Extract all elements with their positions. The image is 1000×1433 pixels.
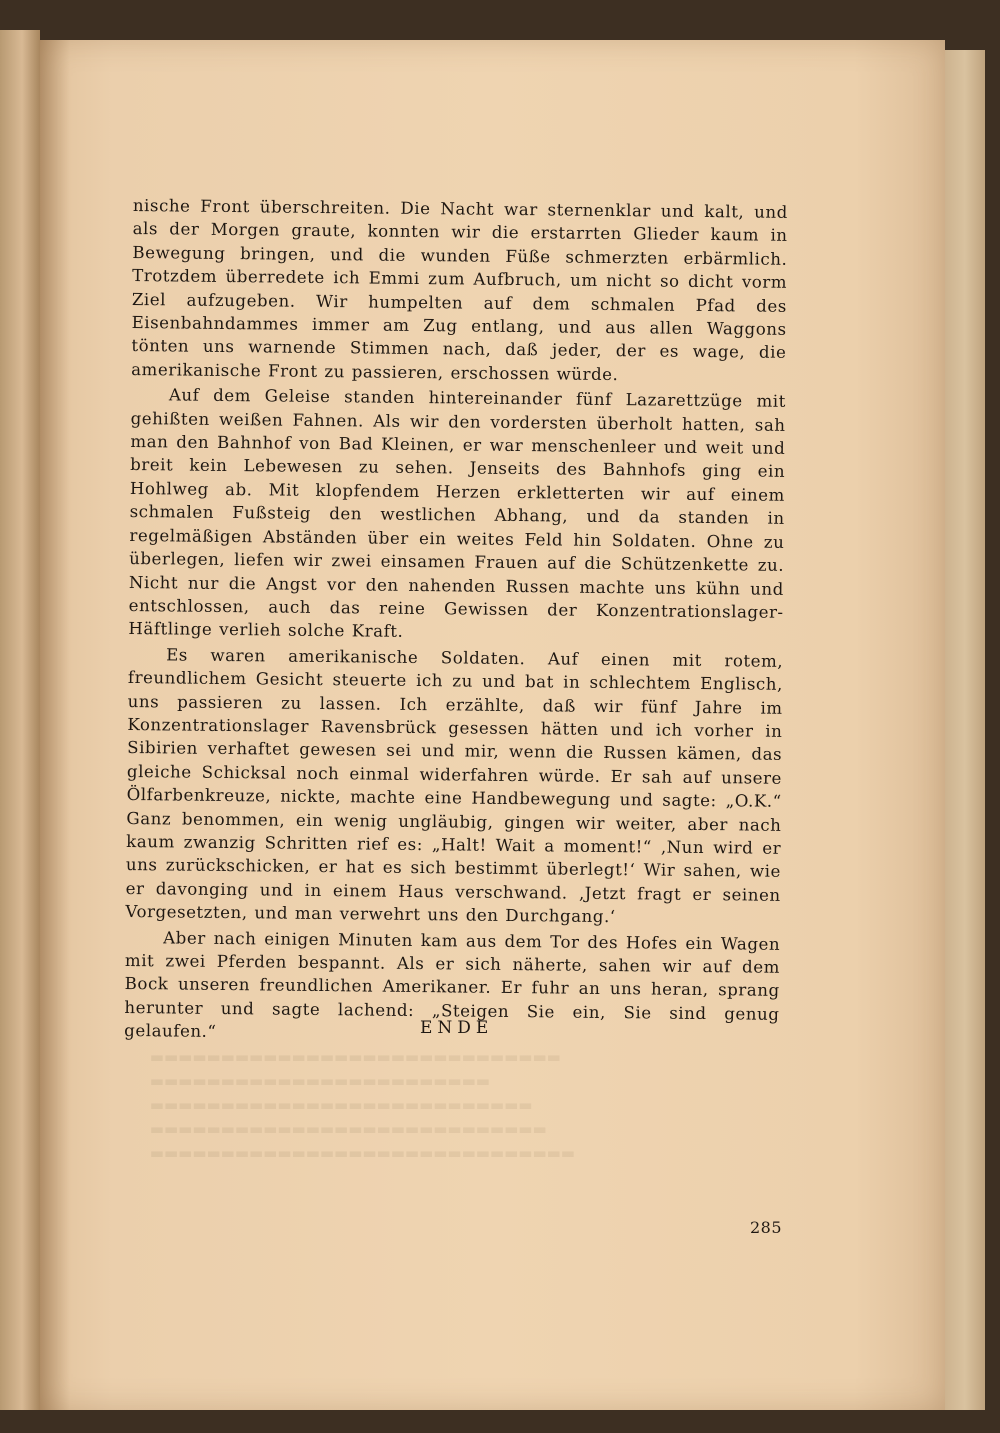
- paragraph: Auf dem Geleise standen hintereinander fünf Lazarettzüge mit gehißten weißen Fahnen. Als wir den vordersten überholt hatten, sah man den Bahnhof von Bad Kleinen, er war menschenleer und weit und breit kein Lebewesen zu sehen. Jenseits des Bahnhofs ging ein Hohlweg ab. Mit klopfendem Herzen erkletterten wir auf einem schmalen Fußsteig den westlichen Abhang, und da standen in regelmäßigen Abständen über ein weites Feld hin Soldaten. Ohne zu überlegen, liefen wir zwei einsamen Frauen auf die Schützenkette zu. Nicht nur die Angst vor den nahenden Russen machte uns kühn und entschlossen, auch das reine Gewissen der Konzentrationslager-Häftlinge verlieh solche Kraft.: [128, 385, 786, 642]
- paragraph: Aber nach einigen Minuten kam aus dem Tor des Hofes ein Wagen mit zwei Pferden bespannt. Als er sich näherte, sahen wir auf dem Bock unseren freundlichen Amerikaner. Er fuhr an uns heran, sprang herunter und sagte lachend: „Steigen Sie ein, Sie sind genug gelaufen.“: [124, 927, 781, 1042]
- left-page-edge: [0, 30, 40, 1410]
- body-text: [124, 194, 788, 1049]
- right-page-edge: [945, 50, 985, 1410]
- page-number: 285: [750, 1218, 783, 1237]
- bleed-through-texture: ▬▬▬▬▬▬▬▬▬▬▬▬▬▬▬▬▬▬▬▬▬▬▬▬▬▬▬▬▬ ▬▬▬▬▬▬▬▬▬▬▬▬▬▬▬▬▬▬▬▬▬▬▬▬ ▬▬▬▬▬▬▬▬▬▬▬▬▬▬▬▬▬▬▬▬▬▬▬▬▬▬▬ ▬▬▬▬▬▬▬▬▬▬▬▬▬▬▬▬▬▬▬▬▬▬▬▬▬▬▬▬ ▬▬▬▬▬▬▬▬▬▬▬▬▬▬▬▬▬▬▬▬▬▬▬▬▬▬▬▬▬▬: [150, 1048, 576, 1162]
- gutter-shadow: [40, 40, 70, 1410]
- paragraph: Es waren amerikanische Soldaten. Auf einen mit rotem, freundlichem Gesicht steuerte ich zu und bat in schlechtem Englisch, uns passieren zu lassen. Ich erzählte, daß wir fünf Jahre im Konzentrationslager Ravensbrück gesessen hätten und ich vorher in Sibirien verhaftet gewesen sei und mir, wenn die Russen kämen, das gleiche Schicksal noch einmal widerfahren würde. Er sah auf unsere Ölfarbenkreuze, nickte, machte eine Handbewegung und sagte: „O.K.“ Ganz benommen, ein wenig ungläubig, gingen wir weiter, aber nach kaum zwanzig Schritten rief es: „Halt! Wait a moment!“ ‚Nun wird er uns zurückschicken, er hat es sich bestimmt überlegt!‘ Wir sahen, wie er davonging und in einem Haus verschwand. ‚Jetzt fragt er seinen Vorgesetzten, und man verwehrt uns den Durchgang.‘: [125, 645, 784, 927]
- ending-label: ENDE: [420, 1018, 494, 1038]
- paragraph: nische Front überschreiten. Die Nacht war sternenklar und kalt, und als der Morgen graute, konnten wir die erstarrten Glieder kaum in Bewegung bringen, und die wunden Füße schmerzten erbärmlich. Trotzdem überredete ich Emmi zum Aufbruch, um nicht so dicht vorm Ziel aufzugeben. Wir humpelten auf dem schmalen Pfad des Eisenbahndammes immer am Zug entlang, und aus allen Waggons tönten uns warnende Stimmen nach, daß jeder, der es wage, die amerikanische Front zu passieren, erschossen würde.: [131, 195, 788, 384]
